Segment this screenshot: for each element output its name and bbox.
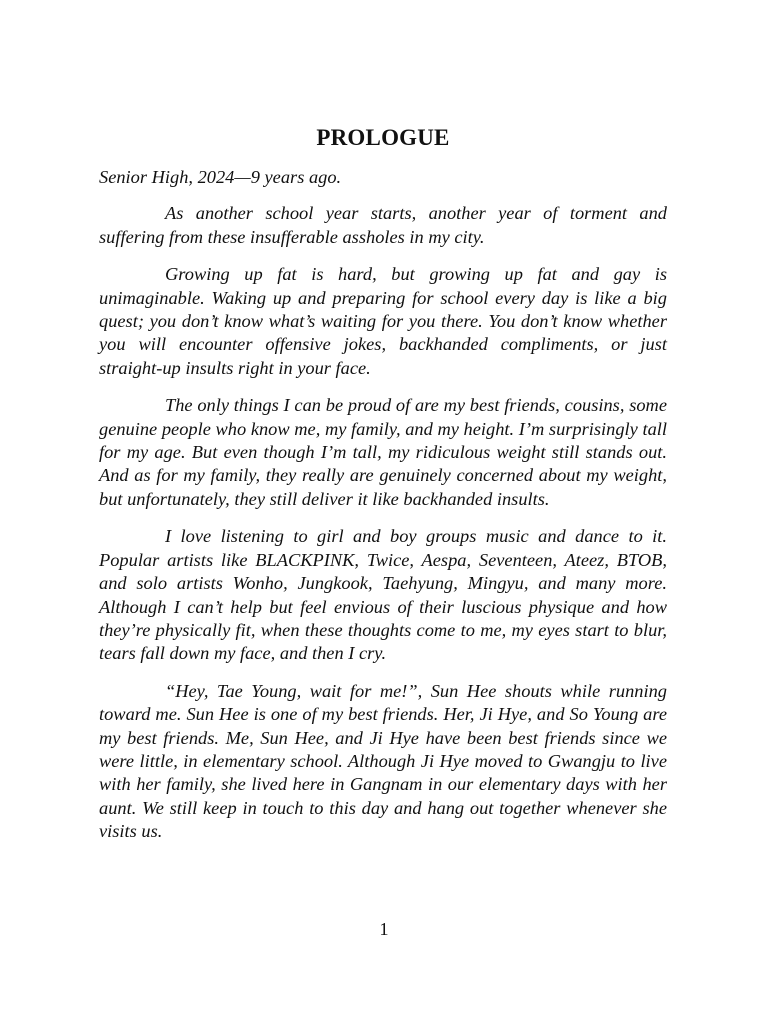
paragraph-5: “Hey, Tae Young, wait for me!”, Sun Hee shouts while running toward me. Sun Hee is one of my best friends. Her, Ji Hye, and So Young are my best friends. Me, Sun Hee, and Ji Hye have been best friends since we were little, in elementary school. Although Ji Hye moved to Gwangju to live with her family, she lived here in Gangnam in our elementary days with her aunt. We still keep in touch to this day and hang out together whenever she visits us.: [99, 680, 667, 842]
paragraph-3: The only things I can be proud of are my best friends, cousins, some genuine people who know me, my family, and my height. I’m surprisingly tall for my age. But even though I’m tall, my ridiculous weight still stands out. And as for my family, they really are genuinely concerned about my weight, but unfortunately, they still deliver it like backhanded insults.: [99, 395, 667, 509]
paragraph-1: As another school year starts, another year of torment and suffering from these insufferable assholes in my city.: [99, 203, 667, 247]
page-number: 1: [379, 919, 389, 939]
paragraph-4: I love listening to girl and boy groups music and dance to it. Popular artists like BLACKPINK, Twice, Aespa, Seventeen, Ateez, BTOB, and solo artists Wonho, Jungkook, Taehyung, Mingyu, and many more. Although I can’t help but feel envious of their luscious physique and how they’re physically fit, when these thoughts come to me, my eyes start to blur, tears fall down my face, and then I cry.: [99, 526, 667, 664]
paragraph-2: Growing up fat is hard, but growing up fat and gay is unimaginable. Waking up and preparing for school every day is like a big quest; you don’t know what’s waiting for you there. You don’t know whether you will encounter offensive jokes, backhanded compliments, or just straight-up insults right in your face.: [99, 264, 667, 378]
dateline: Senior High, 2024—9 years ago.: [99, 167, 342, 187]
chapter-title: PROLOGUE: [316, 125, 450, 150]
document-page: [99, 124, 667, 858]
